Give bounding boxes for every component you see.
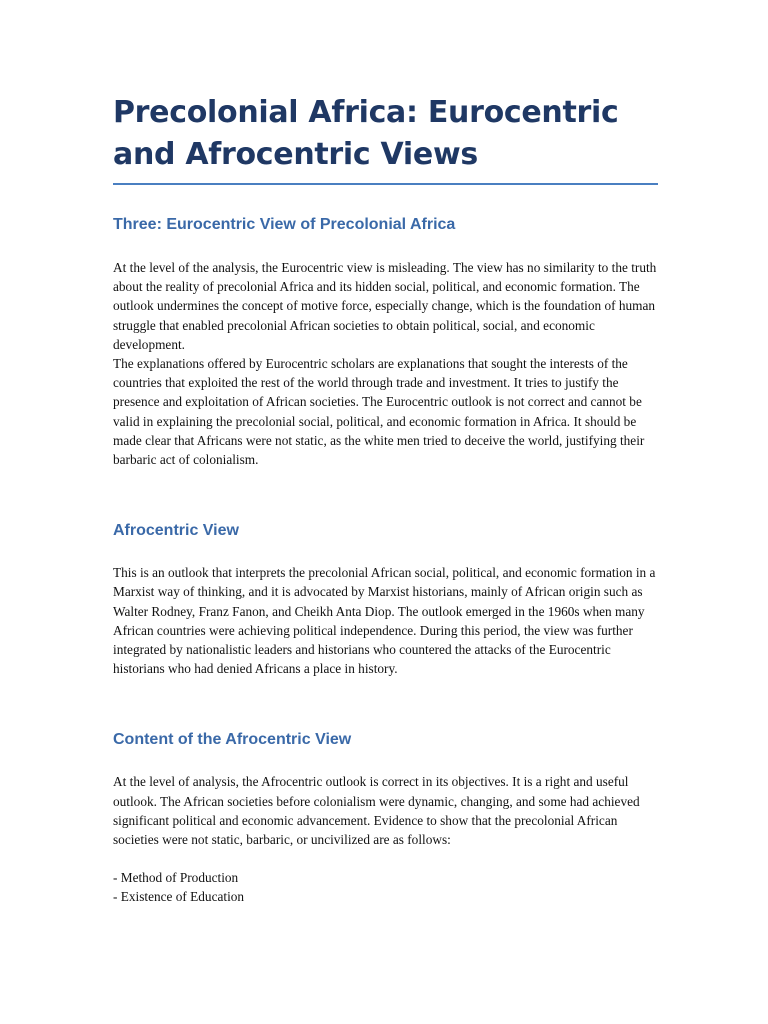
document-page bbox=[113, 92, 658, 907]
eurocentric-paragraph-1: At the level of the analysis, the Eurocentric view is misleading. The view has no similarity to the truth about the reality of precolonial Africa and its hidden social, political, and economic formation. The outlook undermines the concept of motive force, especially change, which is the foundation of human struggle that enabled precolonial African societies to obtain political, social, and economic development. bbox=[113, 260, 657, 352]
section-heading-afrocentric: Afrocentric View bbox=[113, 522, 239, 540]
list-item-method-of-production: - Method of Production bbox=[113, 870, 239, 886]
section-heading-eurocentric: Three: Eurocentric View of Precolonial Africa bbox=[113, 216, 456, 233]
section-heading-content-afrocentric: Content of the Afrocentric View bbox=[113, 731, 352, 749]
content-paragraph: At the level of analysis, the Afrocentric outlook is correct in its objectives. It is a right and useful outlook. The African societies before colonialism were dynamic, changing, and some had achieved significant political and economic advancement. Evidence to show that the precolonial African societies were not static, barbaric, or uncivilized are as follows: bbox=[113, 774, 640, 848]
document-title: Precolonial Africa: Eurocentric and Afrocentric Views bbox=[113, 92, 658, 185]
list-item-existence-of-education: - Existence of Education bbox=[113, 889, 245, 905]
afrocentric-paragraph: This is an outlook that interprets the precolonial African social, political, and economic formation in a Marxist way of thinking, and it is advocated by Marxist historians, mainly of African origin such as Walter Rodney, Franz Fanon, and Cheikh Anta Diop. The outlook emerged in the 1960s when many African countries were achieving political independence. During this period, the view was further integrated by nationalistic leaders and historians who countered the attacks of the Eurocentric historians who had denied Africans a place in history. bbox=[113, 565, 656, 677]
eurocentric-paragraph-2: The explanations offered by Eurocentric scholars are explanations that sought the interests of the countries that exploited the rest of the world through trade and investment. It tries to justify the presence and exploitation of African societies. The Eurocentric outlook is not correct and cannot be valid in explaining the precolonial social, political, and economic formation in Africa. It should be made clear that Africans were not static, as the white men tried to deceive the world, justifying their barbaric act of colonialism. bbox=[113, 356, 645, 468]
